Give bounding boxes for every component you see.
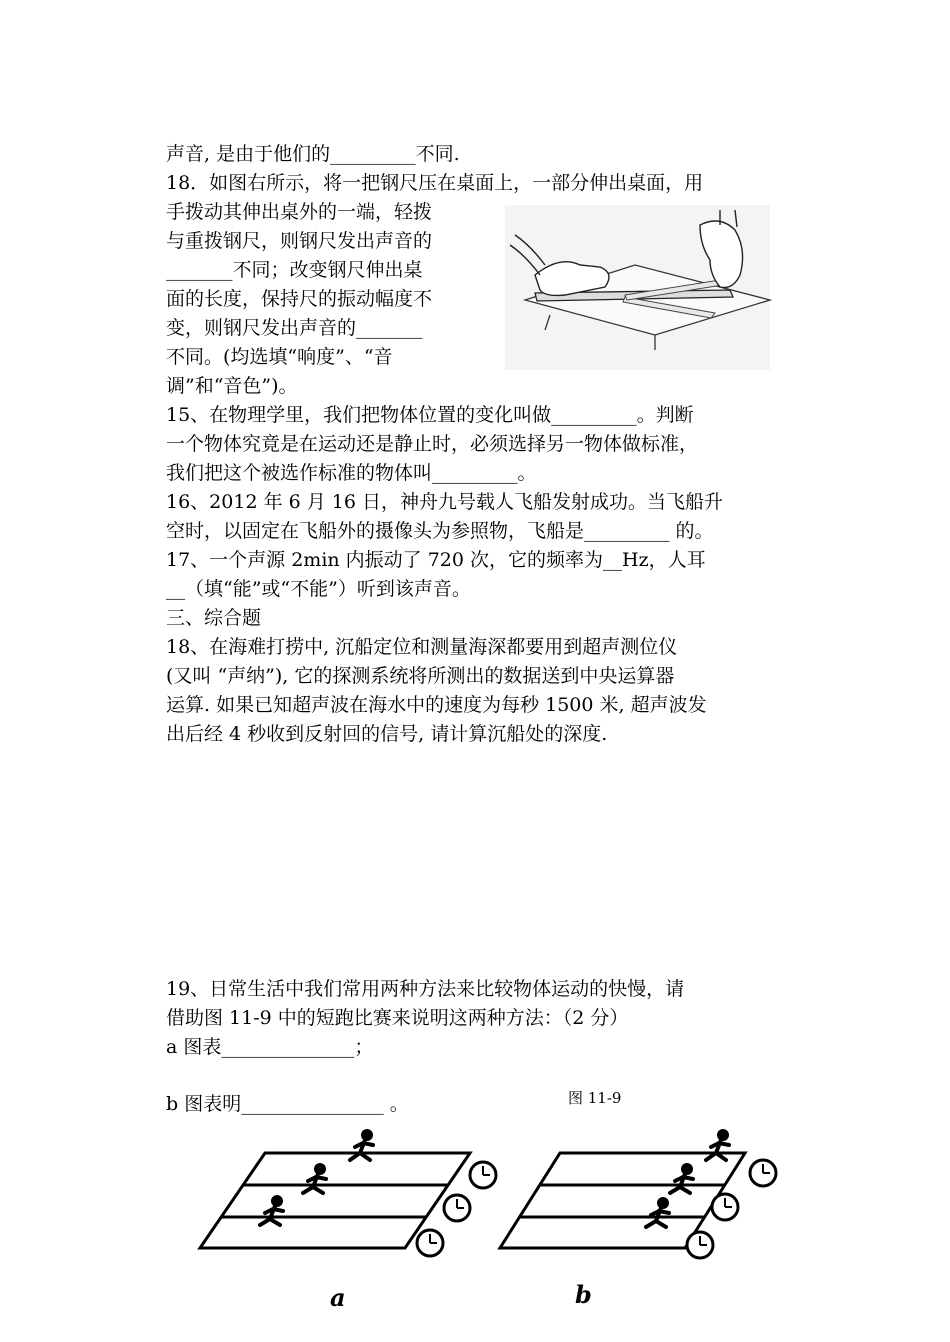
question-16-line-1: 16、2012 年 6 月 16 日，神舟九号载人飞船发射成功。当飞船升 [166, 491, 723, 513]
question-19-line-2: 借助图 11-9 中的短跑比赛来说明这两种方法：（2 分） [166, 1007, 629, 1029]
question-15-line-2: 一个物体究竟是在运动还是静止时，必须选择另一物体做标准， [166, 433, 699, 455]
question-18-line-5: 面的长度，保持尺的振动幅度不 [166, 288, 433, 310]
text-line-1: 声音, 是由于他们的_________不同. [166, 143, 460, 165]
question-18-line-4: _______不同；改变钢尺伸出桌 [166, 259, 423, 281]
question-18-line-2: 手拨动其伸出桌外的一端，轻拨 [166, 201, 433, 223]
question-16-line-2: 空时，以固定在飞船外的摄像头为参照物，飞船是_________ 的。 [166, 520, 714, 542]
question-15-line-3: 我们把这个被选作标准的物体叫_________。 [166, 462, 537, 484]
question-18b-line-2: (又叫 “声纳”), 它的探测系统将所测出的数据送到中央运算器 [166, 665, 675, 687]
figure-b-caption: b [575, 1280, 592, 1309]
figure-a-caption: a [330, 1283, 346, 1312]
question-18-line-6: 变，则钢尺发出声音的_______ [166, 317, 423, 339]
question-18-intro: 18．如图右所示，将一把钢尺压在桌面上，一部分伸出桌面，用 [166, 172, 704, 194]
question-18b-line-3: 运算. 如果已知超声波在海水中的速度为每秒 1500 米, 超声波发 [166, 694, 707, 716]
question-17-line-2: __（填“能”或“不能”）听到该声音。 [166, 578, 471, 600]
question-15-line-1: 15、在物理学里，我们把物体位置的变化叫做_________。判断 [166, 404, 694, 426]
question-18b-line-1: 18、在海难打捞中, 沉船定位和测量海深都要用到超声测位仪 [166, 636, 678, 658]
figure-label: 图 11-9 [568, 1089, 622, 1107]
section-3-heading: 三、综合题 [166, 607, 262, 629]
question-18-line-3: 与重拨钢尺，则钢尺发出声音的 [166, 230, 433, 252]
question-18-line-8: 调”和“音色”)。 [166, 375, 298, 397]
question-18-line-7: 不同。(均选填“响度”、“音 [166, 346, 393, 368]
race-figure-a [195, 1125, 515, 1265]
question-17-line-1: 17、一个声源 2min 内振动了 720 次，它的频率为__Hz，人耳 [166, 549, 706, 571]
question-18b-line-4: 出后经 4 秒收到反射回的信号, 请计算沉船处的深度. [166, 723, 608, 745]
steel-ruler-illustration [505, 205, 770, 370]
race-figure-b [495, 1125, 785, 1265]
question-19-answer-b: b 图表明_______________ 。 [166, 1093, 409, 1115]
question-19-line-1: 19、日常生活中我们常用两种方法来比较物体运动的快慢，请 [166, 978, 685, 1000]
question-19-answer-a: a 图表______________； [166, 1036, 374, 1058]
